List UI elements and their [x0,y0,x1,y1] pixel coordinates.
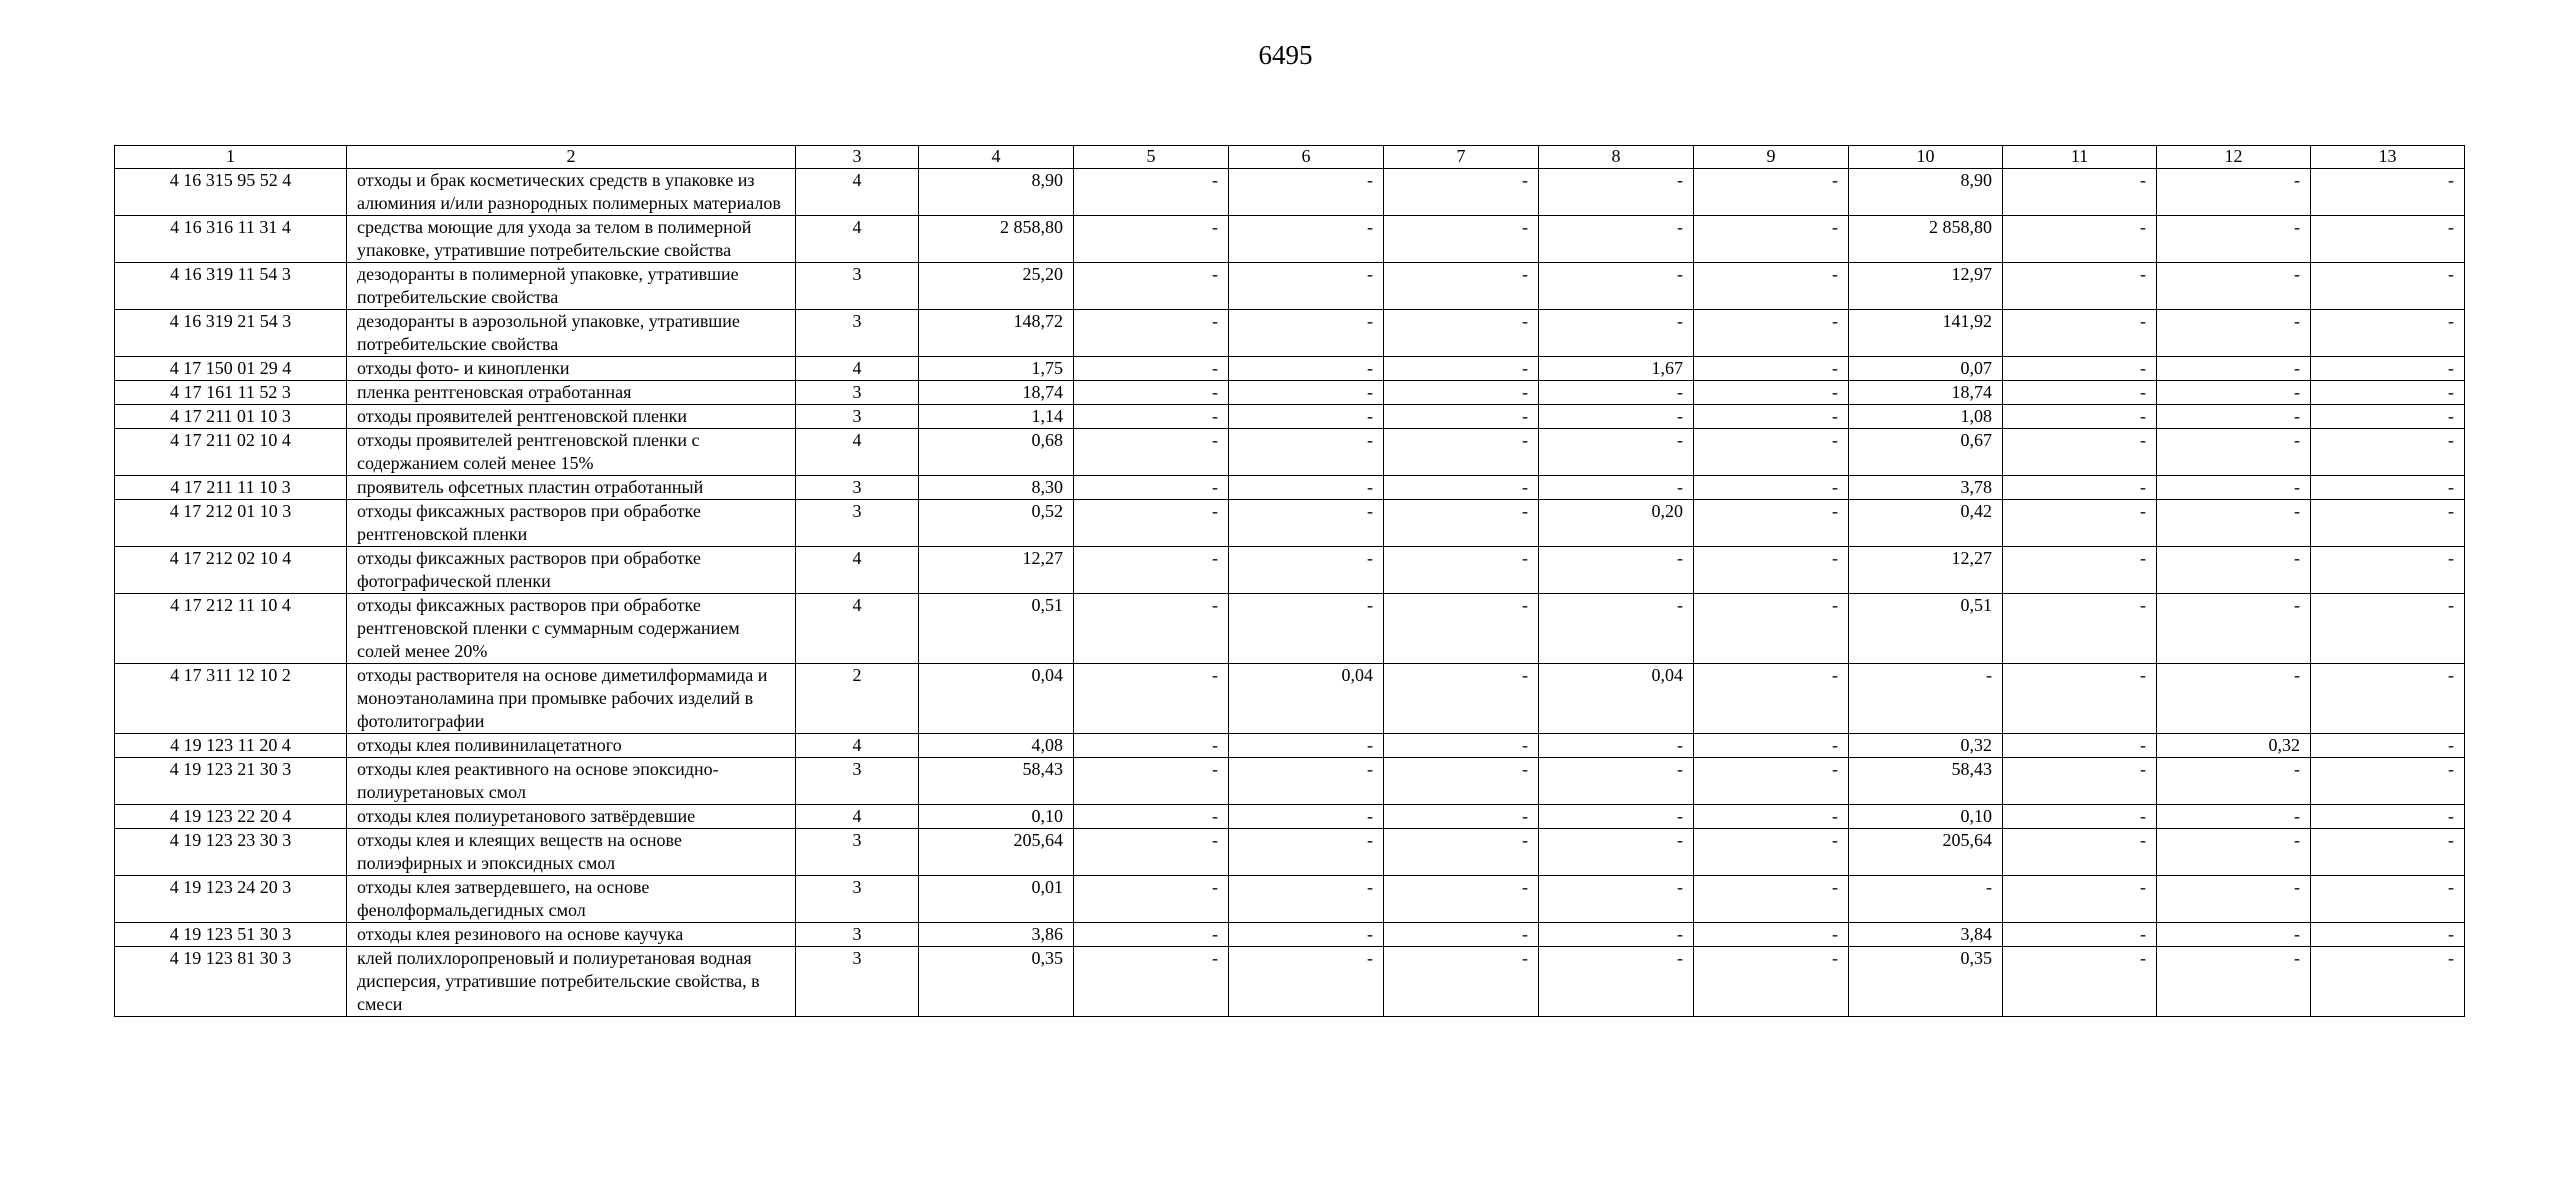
col-4-cell: 0,10 [919,805,1074,829]
col-8-cell: - [1539,310,1694,357]
table-row [115,357,2465,381]
col-5-cell: - [1074,923,1229,947]
waste-code-cell: 4 16 315 95 52 4 [115,169,347,216]
col-10-cell: 205,64 [1849,829,2003,876]
col-11-cell: - [2003,664,2157,734]
col-5-cell: - [1074,594,1229,664]
col-13-cell: - [2311,758,2465,805]
hazard-class-cell: 4 [796,547,919,594]
col-7-cell: - [1384,476,1539,500]
table-row [115,500,2465,547]
col-9-cell: - [1694,169,1849,216]
col-6-cell: - [1229,381,1384,405]
col-6-cell: - [1229,405,1384,429]
col-6-cell: - [1229,263,1384,310]
hazard-class-cell: 4 [796,805,919,829]
table-row [115,876,2465,923]
col-13-cell: - [2311,429,2465,476]
column-header-5: 5 [1074,146,1229,169]
col-6-cell: - [1229,500,1384,547]
col-7-cell: - [1384,829,1539,876]
waste-name-cell: отходы клея затвердевшего, на основе фенолформальдегидных смол [347,876,796,923]
col-10-cell: 8,90 [1849,169,2003,216]
waste-name-cell: пленка рентгеновская отработанная [347,381,796,405]
col-12-cell: - [2157,429,2311,476]
col-7-cell: - [1384,805,1539,829]
hazard-class-cell: 4 [796,734,919,758]
col-4-cell: 0,52 [919,500,1074,547]
col-8-cell: - [1539,381,1694,405]
col-6-cell: - [1229,947,1384,1017]
col-7-cell: - [1384,547,1539,594]
col-4-cell: 25,20 [919,263,1074,310]
col-11-cell: - [2003,500,2157,547]
column-header-10: 10 [1849,146,2003,169]
waste-code-cell: 4 16 319 21 54 3 [115,310,347,357]
col-11-cell: - [2003,405,2157,429]
column-header-4: 4 [919,146,1074,169]
table-row [115,476,2465,500]
col-6-cell: - [1229,758,1384,805]
col-13-cell: - [2311,310,2465,357]
waste-table-container [114,145,2464,1017]
col-6-cell: - [1229,547,1384,594]
hazard-class-cell: 3 [796,500,919,547]
hazard-class-cell: 3 [796,923,919,947]
waste-code-cell: 4 16 319 11 54 3 [115,263,347,310]
waste-name-cell: отходы проявителей рентгеновской пленки [347,405,796,429]
table-row [115,734,2465,758]
column-header-8: 8 [1539,146,1694,169]
col-11-cell: - [2003,758,2157,805]
col-9-cell: - [1694,876,1849,923]
col-11-cell: - [2003,829,2157,876]
col-5-cell: - [1074,805,1229,829]
waste-code-cell: 4 19 123 22 20 4 [115,805,347,829]
waste-code-cell: 4 17 211 01 10 3 [115,405,347,429]
col-8-cell: - [1539,734,1694,758]
col-4-cell: 0,01 [919,876,1074,923]
hazard-class-cell: 4 [796,216,919,263]
col-4-cell: 0,51 [919,594,1074,664]
col-12-cell: - [2157,476,2311,500]
col-10-cell: 3,78 [1849,476,2003,500]
waste-name-cell: средства моющие для ухода за телом в полимерной упаковке, утратившие потребительские свойства [347,216,796,263]
column-header-2: 2 [347,146,796,169]
table-row [115,947,2465,1017]
hazard-class-cell: 3 [796,381,919,405]
hazard-class-cell: 2 [796,664,919,734]
hazard-class-cell: 3 [796,263,919,310]
page-number: 6495 [1258,40,1313,70]
col-9-cell: - [1694,357,1849,381]
column-header-1: 1 [115,146,347,169]
col-6-cell: - [1229,216,1384,263]
col-8-cell: 0,04 [1539,664,1694,734]
col-10-cell: 3,84 [1849,923,2003,947]
col-11-cell: - [2003,310,2157,357]
col-8-cell: - [1539,923,1694,947]
col-7-cell: - [1384,405,1539,429]
col-7-cell: - [1384,357,1539,381]
col-11-cell: - [2003,429,2157,476]
table-row [115,664,2465,734]
waste-code-cell: 4 17 211 11 10 3 [115,476,347,500]
col-6-cell: - [1229,594,1384,664]
hazard-class-cell: 3 [796,405,919,429]
waste-code-cell: 4 17 212 02 10 4 [115,547,347,594]
col-12-cell: - [2157,381,2311,405]
col-5-cell: - [1074,829,1229,876]
col-5-cell: - [1074,476,1229,500]
col-13-cell: - [2311,923,2465,947]
col-8-cell: - [1539,805,1694,829]
col-12-cell: - [2157,500,2311,547]
col-13-cell: - [2311,476,2465,500]
col-7-cell: - [1384,310,1539,357]
col-13-cell: - [2311,381,2465,405]
hazard-class-cell: 3 [796,758,919,805]
col-6-cell: - [1229,169,1384,216]
col-13-cell: - [2311,876,2465,923]
col-10-cell: 58,43 [1849,758,2003,805]
col-13-cell: - [2311,500,2465,547]
col-11-cell: - [2003,381,2157,405]
col-12-cell: - [2157,216,2311,263]
col-4-cell: 1,14 [919,405,1074,429]
col-8-cell: 0,20 [1539,500,1694,547]
col-5-cell: - [1074,381,1229,405]
col-8-cell: - [1539,829,1694,876]
col-10-cell: 0,51 [1849,594,2003,664]
col-11-cell: - [2003,263,2157,310]
table-row [115,216,2465,263]
waste-name-cell: отходы фиксажных растворов при обработке рентгеновской пленки [347,500,796,547]
col-10-cell: 12,27 [1849,547,2003,594]
col-12-cell: - [2157,405,2311,429]
col-13-cell: - [2311,263,2465,310]
col-7-cell: - [1384,664,1539,734]
col-10-cell: 0,32 [1849,734,2003,758]
col-7-cell: - [1384,500,1539,547]
col-9-cell: - [1694,476,1849,500]
col-12-cell: - [2157,664,2311,734]
waste-name-cell: отходы проявителей рентгеновской пленки с содержанием солей менее 15% [347,429,796,476]
waste-name-cell: отходы клея реактивного на основе эпоксидно-полиуретановых смол [347,758,796,805]
col-5-cell: - [1074,664,1229,734]
table-row [115,829,2465,876]
waste-code-cell: 4 19 123 24 20 3 [115,876,347,923]
waste-code-cell: 4 16 316 11 31 4 [115,216,347,263]
table-row [115,547,2465,594]
col-8-cell: - [1539,758,1694,805]
col-11-cell: - [2003,169,2157,216]
col-11-cell: - [2003,805,2157,829]
col-11-cell: - [2003,357,2157,381]
col-5-cell: - [1074,429,1229,476]
col-12-cell: - [2157,876,2311,923]
col-8-cell: - [1539,476,1694,500]
col-6-cell: 0,04 [1229,664,1384,734]
col-7-cell: - [1384,758,1539,805]
col-13-cell: - [2311,664,2465,734]
table-body [115,169,2465,1017]
col-9-cell: - [1694,429,1849,476]
col-5-cell: - [1074,263,1229,310]
col-10-cell: 0,67 [1849,429,2003,476]
col-9-cell: - [1694,758,1849,805]
col-10-cell: 12,97 [1849,263,2003,310]
column-header-7: 7 [1384,146,1539,169]
hazard-class-cell: 3 [796,876,919,923]
waste-code-cell: 4 17 212 11 10 4 [115,594,347,664]
col-13-cell: - [2311,216,2465,263]
table-row [115,805,2465,829]
column-header-11: 11 [2003,146,2157,169]
col-7-cell: - [1384,216,1539,263]
hazard-class-cell: 3 [796,829,919,876]
col-11-cell: - [2003,547,2157,594]
col-8-cell: - [1539,547,1694,594]
column-header-3: 3 [796,146,919,169]
hazard-class-cell: 4 [796,357,919,381]
col-9-cell: - [1694,547,1849,594]
col-6-cell: - [1229,829,1384,876]
col-10-cell: - [1849,664,2003,734]
col-4-cell: 12,27 [919,547,1074,594]
table-row [115,594,2465,664]
col-9-cell: - [1694,734,1849,758]
column-header-13: 13 [2311,146,2465,169]
col-6-cell: - [1229,923,1384,947]
col-12-cell: - [2157,357,2311,381]
waste-code-cell: 4 17 212 01 10 3 [115,500,347,547]
col-13-cell: - [2311,805,2465,829]
col-8-cell: - [1539,263,1694,310]
waste-code-cell: 4 17 161 11 52 3 [115,381,347,405]
col-4-cell: 18,74 [919,381,1074,405]
waste-name-cell: отходы фиксажных растворов при обработке рентгеновской пленки с суммарным содержанием солей менее 20% [347,594,796,664]
col-12-cell: - [2157,947,2311,1017]
col-13-cell: - [2311,405,2465,429]
col-13-cell: - [2311,594,2465,664]
col-4-cell: 148,72 [919,310,1074,357]
col-11-cell: - [2003,923,2157,947]
col-5-cell: - [1074,310,1229,357]
waste-name-cell: отходы клея полиуретанового затвёрдевшие [347,805,796,829]
col-7-cell: - [1384,923,1539,947]
col-4-cell: 8,90 [919,169,1074,216]
col-4-cell: 0,68 [919,429,1074,476]
table-row [115,923,2465,947]
col-8-cell: - [1539,405,1694,429]
table-row [115,169,2465,216]
col-10-cell: 0,07 [1849,357,2003,381]
col-11-cell: - [2003,594,2157,664]
col-12-cell: - [2157,169,2311,216]
col-9-cell: - [1694,594,1849,664]
hazard-class-cell: 4 [796,594,919,664]
col-5-cell: - [1074,500,1229,547]
col-12-cell: - [2157,758,2311,805]
col-8-cell: 1,67 [1539,357,1694,381]
col-11-cell: - [2003,947,2157,1017]
hazard-class-cell: 4 [796,169,919,216]
col-9-cell: - [1694,500,1849,547]
col-10-cell: 0,10 [1849,805,2003,829]
col-5-cell: - [1074,169,1229,216]
table-row [115,405,2465,429]
col-4-cell: 8,30 [919,476,1074,500]
waste-name-cell: дезодоранты в полимерной упаковке, утратившие потребительские свойства [347,263,796,310]
col-6-cell: - [1229,310,1384,357]
col-13-cell: - [2311,829,2465,876]
col-10-cell: 18,74 [1849,381,2003,405]
waste-name-cell: отходы и брак косметических средств в упаковке из алюминия и/или разнородных полимерных материалов [347,169,796,216]
col-4-cell: 205,64 [919,829,1074,876]
col-13-cell: - [2311,169,2465,216]
col-4-cell: 4,08 [919,734,1074,758]
hazard-class-cell: 3 [796,947,919,1017]
col-11-cell: - [2003,476,2157,500]
col-6-cell: - [1229,734,1384,758]
table-row [115,758,2465,805]
col-9-cell: - [1694,405,1849,429]
waste-code-cell: 4 17 150 01 29 4 [115,357,347,381]
table-row [115,263,2465,310]
col-5-cell: - [1074,216,1229,263]
waste-code-cell: 4 19 123 23 30 3 [115,829,347,876]
col-12-cell: - [2157,805,2311,829]
col-12-cell: - [2157,923,2311,947]
waste-name-cell: дезодоранты в аэрозольной упаковке, утратившие потребительские свойства [347,310,796,357]
col-9-cell: - [1694,381,1849,405]
col-8-cell: - [1539,216,1694,263]
col-9-cell: - [1694,829,1849,876]
hazard-class-cell: 3 [796,310,919,357]
waste-code-cell: 4 19 123 21 30 3 [115,758,347,805]
col-7-cell: - [1384,947,1539,1017]
col-8-cell: - [1539,169,1694,216]
col-5-cell: - [1074,876,1229,923]
col-10-cell: 0,35 [1849,947,2003,1017]
col-9-cell: - [1694,923,1849,947]
col-7-cell: - [1384,169,1539,216]
waste-code-cell: 4 19 123 81 30 3 [115,947,347,1017]
col-13-cell: - [2311,547,2465,594]
col-4-cell: 2 858,80 [919,216,1074,263]
header-row [115,146,2465,169]
col-12-cell: - [2157,263,2311,310]
col-10-cell: 2 858,80 [1849,216,2003,263]
col-8-cell: - [1539,594,1694,664]
table-row [115,381,2465,405]
col-9-cell: - [1694,947,1849,1017]
col-5-cell: - [1074,734,1229,758]
col-4-cell: 58,43 [919,758,1074,805]
col-9-cell: - [1694,805,1849,829]
col-9-cell: - [1694,664,1849,734]
col-7-cell: - [1384,263,1539,310]
col-10-cell: 1,08 [1849,405,2003,429]
col-12-cell: 0,32 [2157,734,2311,758]
col-6-cell: - [1229,476,1384,500]
table-row [115,429,2465,476]
hazard-class-cell: 3 [796,476,919,500]
col-12-cell: - [2157,547,2311,594]
col-4-cell: 1,75 [919,357,1074,381]
col-7-cell: - [1384,594,1539,664]
col-10-cell: 0,42 [1849,500,2003,547]
waste-code-cell: 4 19 123 51 30 3 [115,923,347,947]
col-6-cell: - [1229,805,1384,829]
col-7-cell: - [1384,734,1539,758]
waste-name-cell: отходы клея и клеящих веществ на основе полиэфирных и эпоксидных смол [347,829,796,876]
waste-name-cell: отходы растворителя на основе диметилформамида и моноэтаноламина при промывке рабочих изделий в фотолитографии [347,664,796,734]
col-5-cell: - [1074,357,1229,381]
waste-name-cell: отходы клея поливинилацетатного [347,734,796,758]
col-12-cell: - [2157,594,2311,664]
col-4-cell: 0,04 [919,664,1074,734]
waste-name-cell: отходы клея резинового на основе каучука [347,923,796,947]
col-5-cell: - [1074,405,1229,429]
col-4-cell: 3,86 [919,923,1074,947]
table-row [115,310,2465,357]
col-6-cell: - [1229,429,1384,476]
waste-table [114,145,2465,1017]
col-6-cell: - [1229,357,1384,381]
column-header-9: 9 [1694,146,1849,169]
col-5-cell: - [1074,758,1229,805]
waste-code-cell: 4 17 211 02 10 4 [115,429,347,476]
col-9-cell: - [1694,216,1849,263]
col-12-cell: - [2157,829,2311,876]
col-5-cell: - [1074,547,1229,594]
col-4-cell: 0,35 [919,947,1074,1017]
hazard-class-cell: 4 [796,429,919,476]
col-8-cell: - [1539,876,1694,923]
col-13-cell: - [2311,947,2465,1017]
col-8-cell: - [1539,947,1694,1017]
col-7-cell: - [1384,429,1539,476]
col-8-cell: - [1539,429,1694,476]
col-10-cell: - [1849,876,2003,923]
waste-code-cell: 4 17 311 12 10 2 [115,664,347,734]
column-header-12: 12 [2157,146,2311,169]
col-12-cell: - [2157,310,2311,357]
column-header-6: 6 [1229,146,1384,169]
col-13-cell: - [2311,357,2465,381]
col-9-cell: - [1694,263,1849,310]
col-11-cell: - [2003,876,2157,923]
col-7-cell: - [1384,876,1539,923]
col-11-cell: - [2003,216,2157,263]
waste-name-cell: отходы фото- и кинопленки [347,357,796,381]
waste-name-cell: проявитель офсетных пластин отработанный [347,476,796,500]
col-6-cell: - [1229,876,1384,923]
col-5-cell: - [1074,947,1229,1017]
col-11-cell: - [2003,734,2157,758]
waste-code-cell: 4 19 123 11 20 4 [115,734,347,758]
col-10-cell: 141,92 [1849,310,2003,357]
col-13-cell: - [2311,734,2465,758]
col-7-cell: - [1384,381,1539,405]
col-9-cell: - [1694,310,1849,357]
waste-name-cell: отходы фиксажных растворов при обработке фотографической пленки [347,547,796,594]
waste-name-cell: клей полихлоропреновый и полиуретановая водная дисперсия, утратившие потребительские свойства, в смеси [347,947,796,1017]
